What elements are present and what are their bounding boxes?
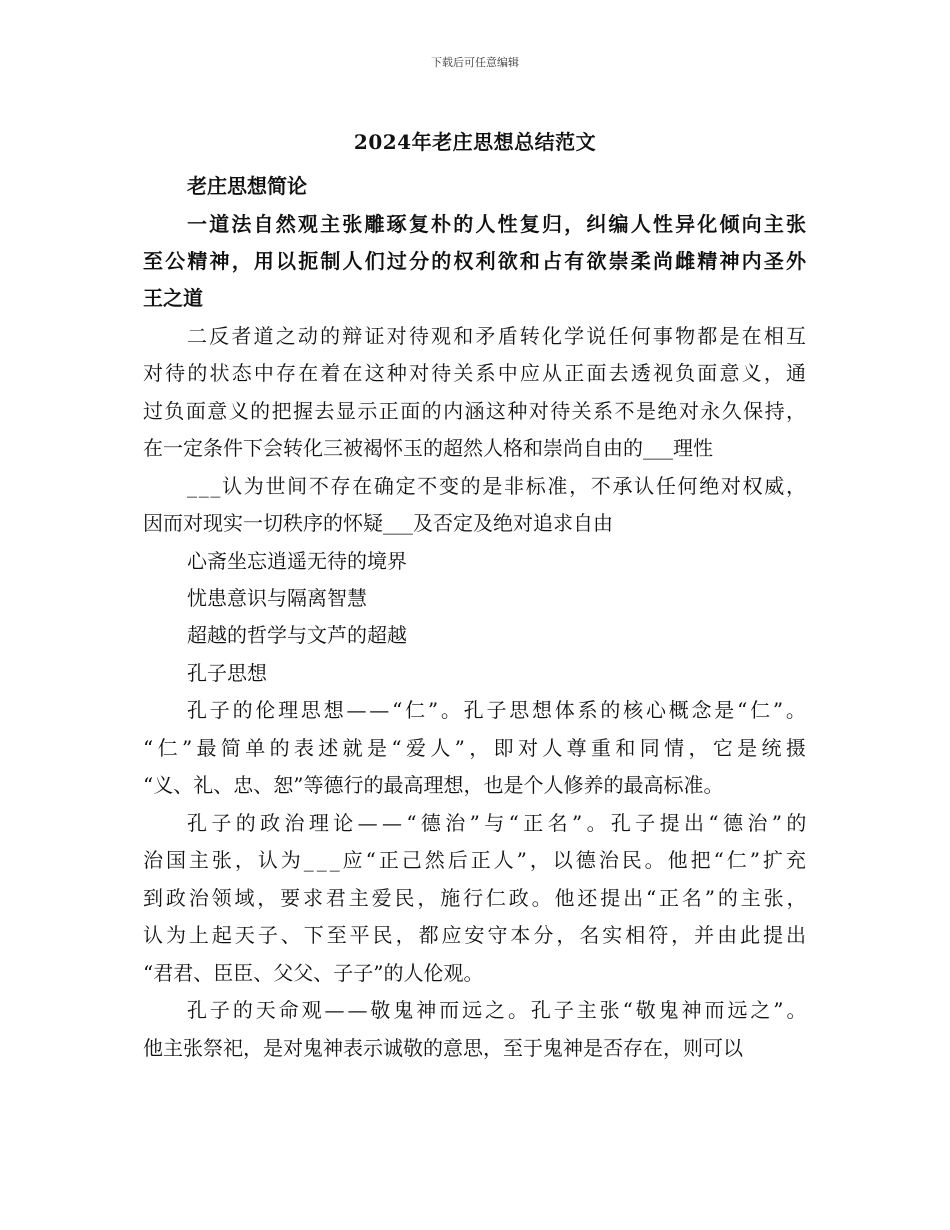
body-line: “义、礼、忠、恕”等德行的最高理想，也是个人修养的最高标准。: [143, 773, 724, 797]
body-line: 在一定条件下会转化三被褐怀玉的超然人格和崇尚自由的___理性: [143, 436, 713, 460]
section-heading: 老庄思想简论: [187, 174, 307, 198]
body-line: 他主张祭祀，是对鬼神表示诚敬的意思，至于鬼神是否存在，则可以: [143, 1036, 743, 1060]
document-title: 2024年老庄思想总结范文: [353, 130, 597, 154]
list-item: 心斋坐忘逍遥无待的境界: [187, 549, 407, 573]
body-line: 认为上起天子、下至平民，都应安守本分，名实相符，并由此提出: [143, 923, 809, 947]
body-line: “君君、臣臣、父父、子子”的人伦观。: [143, 961, 484, 985]
body-line: 过负面意义的把握去显示正面的内涵这种对待关系不是绝对永久保持，: [143, 399, 808, 423]
body-line: 因而对现实一切秩序的怀疑___及否定及绝对追求自由: [143, 511, 613, 535]
body-line: 对待的状态中存在着在这种对待关系中应从正面去透视负面意义，通: [143, 361, 809, 385]
list-item: 超越的哲学与文芦的超越: [187, 623, 407, 647]
body-line: 孔子的天命观——敬鬼神而远之。孔子主张“敬鬼神而远之”。: [187, 998, 810, 1022]
body-line: 孔子的伦理思想——“仁”。孔子思想体系的核心概念是“仁”。: [187, 698, 809, 722]
body-line: 二反者道之动的辩证对待观和矛盾转化学说任何事物都是在相互: [187, 324, 809, 348]
body-line: 一道法自然观主张雕琢复朴的人性复归，纠编人性异化倾向主张: [187, 212, 809, 236]
list-item: 忧患意识与隔离智慧: [187, 586, 367, 610]
body-line: 到政治领域，要求君主爱民，施行仁政。他还提出“正名”的主张，: [143, 886, 810, 910]
body-line: 至公精神，用以扼制人们过分的权利欲和占有欲崇柔尚雌精神内圣外: [143, 249, 809, 273]
section-heading: 孔子思想: [187, 661, 267, 685]
body-line: 孔子的政治理论——“德治”与“正名”。孔子提出“德治”的: [187, 811, 811, 835]
body-line: 王之道: [143, 286, 203, 310]
page-header-note: 下载后可任意编辑: [431, 56, 519, 69]
body-line: ___认为世间不存在确定不变的是非标准，不承认任何绝对权威，: [187, 474, 808, 498]
body-line: “仁”最简单的表述就是“爱人”，即对人尊重和同情，它是统摄: [143, 736, 811, 760]
body-line: 治国主张，认为___应“正己然后正人”，以德治民。他把“仁”扩充: [143, 848, 809, 872]
